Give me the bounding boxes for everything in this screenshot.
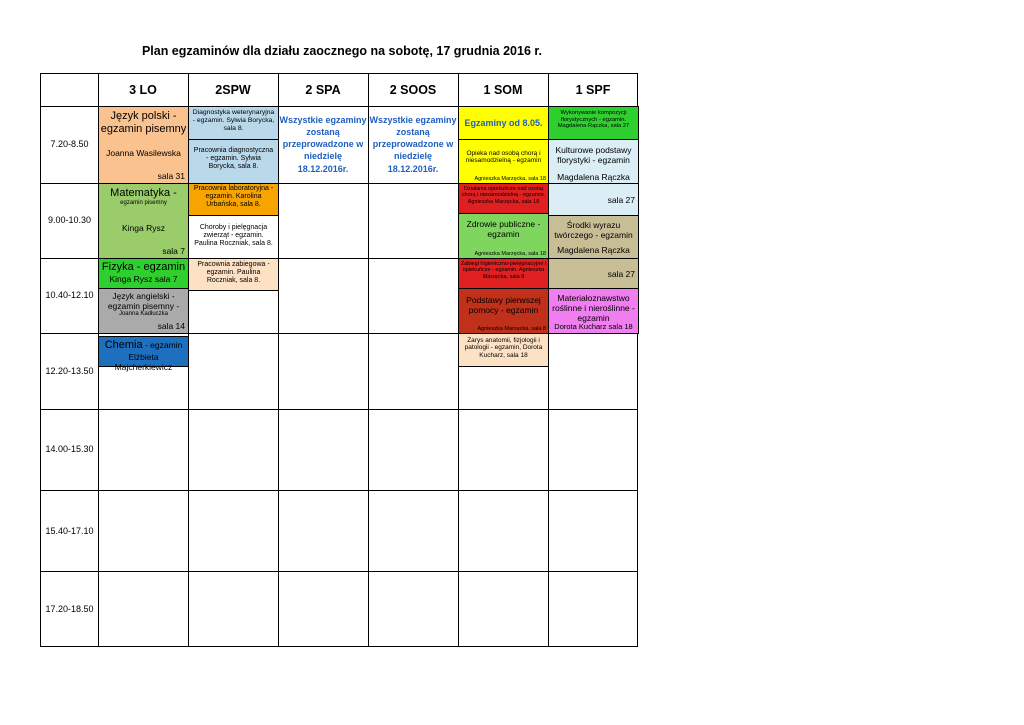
exam-floral-compositions xyxy=(548,106,639,140)
exam-description: Zabiegi higieniczno-pielęgnacyjne i opiekuńcze - egzamin. Agnieszka Marzęcka, sala 8 xyxy=(460,261,547,280)
exam-english xyxy=(98,288,189,334)
row-divider xyxy=(41,409,637,410)
exam-anatomy xyxy=(458,333,549,367)
exam-floristry-culture xyxy=(548,139,639,184)
spa-note xyxy=(278,114,368,175)
exam-room: sala 14 xyxy=(157,321,185,332)
exam-description: Zarys anatomii, fizjologii i patologii - egzamin, Dorota Kucharz, sala 18 xyxy=(464,337,543,359)
exam-creative-expression xyxy=(548,215,639,259)
time-slot-label: 9.00-10.30 xyxy=(47,215,92,225)
exam-care-ill xyxy=(458,139,549,184)
exam-title: Opieka nad osobą chorą i niesamodzielną - egzamin xyxy=(465,150,542,165)
exam-polish xyxy=(98,106,189,184)
exam-teacher: Kinga Rysz sala 7 xyxy=(109,274,178,285)
time-slot-label: 12.20-13.50 xyxy=(45,366,94,376)
column-header: 1 SPF xyxy=(575,83,611,97)
exam-title: Matematyka - xyxy=(110,187,177,199)
exam-description: Pracownia laboratoryjna - egzamin. Karolina Urbańska, sala 8. xyxy=(193,185,274,209)
exam-description: Działania opiekuńcze nad osobą chorą i niesamodzielną - egzamin. Agnieszka Marzęcka, sala 18 xyxy=(461,186,546,205)
note-text: Egzaminy od 8.05. xyxy=(464,118,543,128)
exam-title: Język polski - egzamin pisemny xyxy=(100,110,187,136)
time-slot-label: 10.40-12.10 xyxy=(45,290,94,300)
exam-chemistry xyxy=(98,336,189,373)
exam-animal-diseases xyxy=(188,215,279,259)
row-divider xyxy=(41,571,637,572)
exam-first-aid xyxy=(458,288,549,334)
time-slot-label: 14.00-15.30 xyxy=(45,444,94,454)
schedule-table xyxy=(40,73,638,647)
time-slot-label: 15.40-17.10 xyxy=(45,526,94,536)
exam-hygiene xyxy=(458,258,549,289)
exam-creative-room xyxy=(548,258,639,289)
exam-description: Diagnostyka weterynaryjna - egzamin. Sylwia Borycka, sala 8. xyxy=(192,109,275,132)
som-start-note xyxy=(458,106,549,140)
exam-care-activities xyxy=(458,183,549,214)
note-text: Wszystkie egzaminy zostaną przeprowadzone w niedzielę 18.12.2016r. xyxy=(279,115,367,174)
exam-teacher: Joanna Kadłuczka xyxy=(118,311,169,318)
exam-description: Pracownia zabiegowa - egzamin. Paulina Roczniak, sala 8. xyxy=(197,261,270,285)
page-title: Plan egzaminów dla działu zaocznego na sobotę, 17 grudnia 2016 r. xyxy=(141,44,543,58)
exam-room: sala 31 xyxy=(157,171,185,182)
exam-title: Zdrowie publiczne - egzamin xyxy=(466,219,541,240)
exam-title: Środki wyrazu twórczego - egzamin xyxy=(554,220,633,241)
exam-description: Pracownia diagnostyczna - egzamin. Sylwia Borycka, sala 8. xyxy=(193,147,274,171)
exam-teacher: Agnieszka Marzęcka, sala 8 xyxy=(477,325,546,332)
row-divider xyxy=(41,490,637,491)
exam-teacher: Dorota Kucharz sala 18 xyxy=(554,322,633,332)
exam-teacher: Kinga Rysz xyxy=(122,223,165,234)
column-header: 2 SOOS xyxy=(389,83,437,97)
exam-title: Język angielski - egzamin pisemny - xyxy=(107,291,180,312)
exam-teacher: Magdalena Rączka xyxy=(557,172,630,183)
exam-teacher: Elżbieta Majcherkiewicz xyxy=(114,352,173,373)
column-header: 3 LO xyxy=(129,83,157,97)
exam-lab xyxy=(188,183,279,216)
exam-surgical-lab xyxy=(188,258,279,291)
exam-title: Kulturowe podstawy florystyki - egzamin xyxy=(555,145,632,166)
exam-teacher: Magdalena Rączka xyxy=(557,245,630,256)
exam-floristry-room xyxy=(548,183,639,216)
exam-room: sala 27 xyxy=(607,269,635,280)
exam-math xyxy=(98,183,189,259)
exam-description: Wykonywanie kompozycji florystycznych - egzamin. Magdalena Rączka, sala 27 xyxy=(557,110,630,130)
time-slot-label: 17.20-18.50 xyxy=(45,604,94,614)
exam-title: Podstawy pierwszej pomocy - egzamin xyxy=(466,295,541,316)
column-header: 1 SOM xyxy=(483,83,523,97)
exam-materials xyxy=(548,288,639,334)
exam-vet-diagnostics xyxy=(188,106,279,140)
time-slot-label: 7.20-8.50 xyxy=(50,139,89,149)
exam-subtitle: - egzamin xyxy=(142,340,183,350)
exam-description: Choroby i pielęgnacja zwierząt - egzamin. Paulina Roczniak, sala 8. xyxy=(194,224,273,248)
exam-subtitle: egzamin pisemny xyxy=(120,200,167,207)
column-header: 2SPW xyxy=(215,83,251,97)
exam-title: Fizyka - egzamin xyxy=(101,261,186,273)
note-text: Wszystkie egzaminy zostaną przeprowadzone w niedzielę 18.12.2016r. xyxy=(369,115,457,174)
exam-public-health xyxy=(458,213,549,259)
exam-room: sala 7 xyxy=(162,246,185,257)
exam-teacher: Agnieszka Marzęcka, sala 18 xyxy=(474,175,546,182)
exam-room: sala 27 xyxy=(607,195,635,206)
exam-teacher: Agnieszka Marzęcka, sala 18 xyxy=(474,250,546,257)
exam-title: Materiałoznawstwo roślinne i nieroślinne - egzamin xyxy=(552,293,635,324)
soos-note xyxy=(368,114,458,175)
exam-teacher: Joanna Wasilewska xyxy=(106,148,181,159)
exam-title: Chemia xyxy=(104,339,143,351)
column-header: 2 SPA xyxy=(305,83,341,97)
exam-diagnostic-lab xyxy=(188,139,279,184)
exam-physics xyxy=(98,258,189,289)
